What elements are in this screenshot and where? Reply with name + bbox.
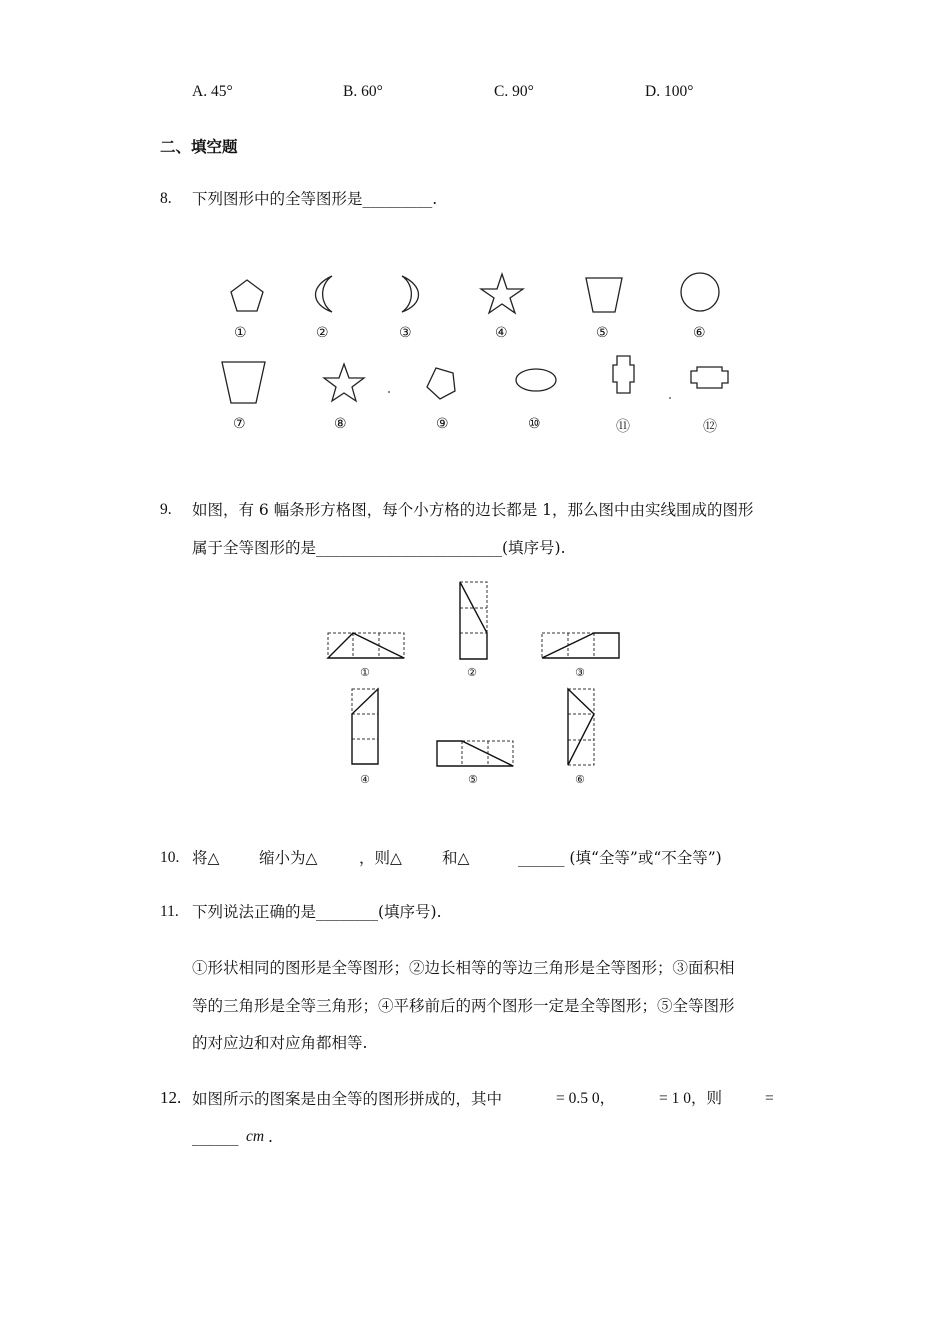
q12-value-2: = 1 0，则 [659, 1090, 722, 1107]
option-c: C. 90° [494, 83, 534, 100]
q8-label-2: ② [316, 325, 329, 341]
section-title: 二、填空题 [160, 137, 238, 156]
q8-label-11: ⑪ [616, 419, 630, 435]
q11-number: 11. [160, 903, 179, 920]
q8-number: 8. [160, 190, 172, 207]
q12-blank: ______ [192, 1128, 239, 1146]
q11-line-2: 等的三角形是全等三角形；④平移前后的两个图形一定是全等图形；⑤全等图形 [192, 997, 735, 1015]
q10-part-1: 将△ [192, 849, 220, 867]
q11-line-3: 的对应边和对应角都相等. [192, 1034, 368, 1052]
q11-text: 下列说法正确的是________(填序号). [192, 903, 442, 921]
grid-shape-5 [437, 741, 513, 766]
q9-label-3: ③ [575, 666, 585, 679]
q9-number: 9. [160, 501, 172, 518]
q12-unit: cm [246, 1128, 265, 1145]
grid-shape-1 [328, 633, 404, 658]
q9-label-1: ① [360, 666, 370, 679]
q10-number: 10. [160, 849, 180, 866]
grid-shape-3 [542, 633, 619, 658]
q9-label-2: ② [467, 666, 477, 679]
q10-part-2: 缩小为△ [259, 849, 318, 867]
option-b: B. 60° [343, 83, 383, 100]
q9-line-2: 属于全等图形的是________________________(填序号). [192, 539, 566, 557]
grid-shape-4 [352, 689, 378, 764]
option-d: D. 100° [645, 83, 694, 100]
q8-label-7: ⑦ [233, 416, 246, 432]
q10-part-4: 和△ [442, 849, 470, 867]
q8-label-9: ⑨ [436, 416, 449, 432]
q10-part-3: ，则△ [359, 849, 402, 867]
q12-end: . [268, 1128, 273, 1146]
q12-value-3: = [765, 1090, 774, 1107]
q11-line-1: ①形状相同的图形是全等图形；②边长相等的等边三角形是全等图形；③面积相 [192, 959, 735, 977]
grid-shape-2 [460, 582, 487, 659]
q9-label-6: ⑥ [575, 773, 585, 786]
q8-label-6: ⑥ [693, 325, 706, 341]
q12-number: 12. [160, 1088, 182, 1107]
q8-label-1: ① [234, 325, 247, 341]
option-a: A. 45° [192, 83, 233, 100]
q8-label-5: ⑤ [596, 325, 609, 341]
q8-label-8: ⑧ [334, 416, 347, 432]
q9-label-4: ④ [360, 773, 370, 786]
grid-shape-6 [568, 689, 594, 765]
q8-label-12: ⑫ [703, 419, 717, 435]
q8-label-4: ④ [495, 325, 508, 341]
q9-label-5: ⑤ [468, 773, 478, 786]
q12-text: 如图所示的图案是由全等的图形拼成的，其中 [192, 1090, 503, 1108]
q9-line-1: 如图，有 6 幅条形方格图，每个小方格的边长都是 1，那么图中由实线围成的图形 [192, 501, 754, 519]
q8-label-3: ③ [399, 325, 412, 341]
q8-label-10: ⑩ [528, 416, 541, 432]
q10-part-5: ______ (填“全等”或“不全等”) [518, 849, 722, 867]
q8-text: 下列图形中的全等图形是_________. [192, 190, 438, 208]
q12-value-1: = 0.5 0， [556, 1090, 616, 1107]
